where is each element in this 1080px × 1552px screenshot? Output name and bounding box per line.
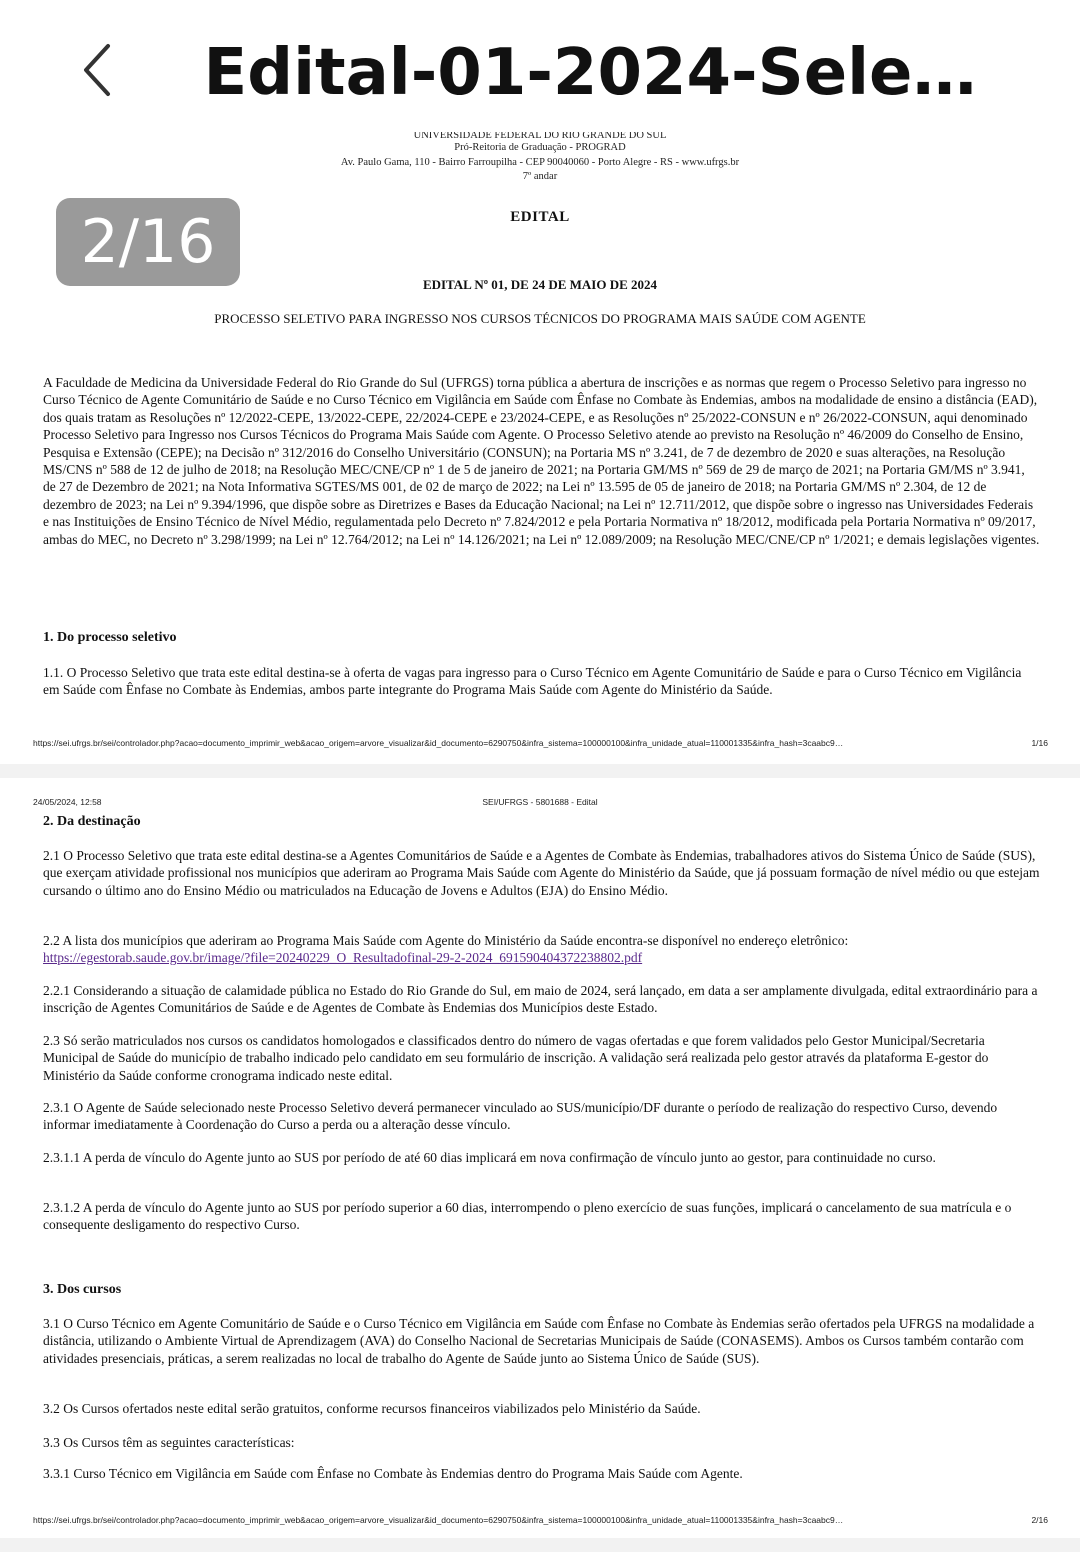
item-2-2 — [43, 932, 1040, 967]
item-3-3: 3.3 Os Cursos têm as seguintes características: — [43, 1435, 295, 1450]
item-2-1: 2.1 O Processo Seletivo que trata este edital destina-se a Agentes Comunitários de Saúde e a Agentes de Combate às Endemias, trabalhadores ativos do Sistema Único de Saúde (SUS), que exerçam atividade profissional nos municípios que aderiram ao Programa Mais Saúde com Agente do Ministério da Saúde, que já possuam formação de nível médio ou que estejam cursando o último ano do Ensino Médio ou matriculados na Educação de Jovens e Adultos (EJA) do Ensino Médio. — [43, 848, 1040, 898]
edital-subject: PROCESSO SELETIVO PARA INGRESSO NOS CURSOS TÉCNICOS DO PROGRAMA MAIS SAÚDE COM AGENTE — [214, 311, 866, 326]
item-2-3-1: 2.3.1 O Agente de Saúde selecionado neste Processo Seletivo deverá permanecer vinculado ao SUS/município/DF durante o período de realização do respectivo Curso, devendo informar imediatamente à Coordenação do Curso a perda ou a alteração desse vínculo. — [43, 1100, 998, 1133]
footer-url: https://sei.ufrgs.br/sei/controlador.php?acao=documento_imprimir_web&acao_origem=arvore_visualizar&id_documento=6290750&infra_sistema=100000100&infra_unidade_atual=110001335&infra_hash=3caabc9… — [33, 738, 844, 748]
institution-floor: 7º andar — [522, 171, 558, 182]
pro-rectorate: Pró-Reitoria de Graduação - PROGRAD — [454, 142, 626, 153]
item-1-1: 1.1. O Processo Seletivo que trata este edital destina-se à oferta de vagas para ingresso para o Curso Técnico em Agente Comunitário de Saúde e para o Curso Técnico em Vigilância em Saúde com Ênfase no Combate às Endemias, ambos parte integrante do Programa Mais Saúde com Agente do Ministério da Saúde. — [43, 665, 1022, 698]
footer-page-number: 1/16 — [1031, 738, 1048, 748]
item-3-1: 3.1 O Curso Técnico em Agente Comunitário de Saúde e o Curso Técnico em Vigilância em Saúde com Ênfase no Combate às Endemias serão ofertados pela UFRGS na modalidade a distância, utilizando o Ambiente Virtual de Aprendizagem (AVA) do Conselho Nacional de Secretarias Municipais de Saúde (CONASEMS). Ambos os Cursos também contarão com atividades presenciais, práticas, a serem realizadas no local de trabalho do Agente de Saúde junto ao Sistema Único de Saúde (SUS). — [43, 1316, 1035, 1366]
chevron-left-icon — [78, 40, 122, 100]
document-page-2 — [0, 778, 1080, 1538]
intro-paragraph: A Faculdade de Medicina da Universidade Federal do Rio Grande do Sul (UFRGS) torna pública a abertura de inscrições e as normas que regem o Processo Seletivo para ingresso no Curso Técnico de Agente Comunitário de Saúde e no Curso Técnico em Vigilância em Saúde com Ênfase no Combate às Endemias, ambos na modalidade de ensino a distância (EAD), dos quais tratam as Resoluções nº 12/2022-CEPE, 13/2022-CEPE, 22/2024-CEPE e 23/2024-CEPE, e as Resoluções nº 25/2022-CONSUN e nº 26/2022-CONSUN, aqui denominado Processo Seletivo para Ingresso nos Cursos Técnicos do Programa Mais Saúde com Agente. O Processo Seletivo atende ao previsto na Resolução nº 46/2009 do Conselho de Ensino, Pesquisa e Extensão (CEPE); na Decisão nº 312/2016 do Conselho Universitário (CONSUN); na Portaria MS nº 3.241, de 7 de dezembro de 2020 e suas alterações, na Resolução MS/CNS nº 588 de 12 de julho de 2018; na Resolução MEC/CNE/CP nº 1 de 5 de janeiro de 2021; na Portaria GM/MS nº 569 de 29 de março de 2021; na Portaria GM/MS nº 3.941, de 27 de Dezembro de 2021; na Nota Informativa SGTES/MS 001, de 02 de março de 2022; na Lei nº 13.595 de 05 de janeiro de 2018; na Portaria GM/MS nº 2.304, de 12 de dezembro de 2023; na Lei nº 9.394/1996, que dispõe sobre as Diretrizes e Bases da Educação Nacional; na Lei nº 12.711/2012, que dispõe sobre o ingresso nas Universidades Federais e nas Instituições de Ensino Técnico de Nível Médio, regulamentada pelo Decreto nº 7.824/2012 e pela Portaria Normativa nº 18/2012, modificada pela Portaria Normativa nº 09/2017, ambas do MEC, no Decreto nº 3.298/1999; na Lei nº 12.764/2012; na Lei nº 14.126/2021; na Lei nº 12.089/2009; na Resolução MEC/CNE/CP nº 1/2021; e demais legislações vigentes. — [43, 375, 1040, 547]
edital-heading: EDITAL — [510, 209, 570, 225]
institution-address: Av. Paulo Gama, 110 - Bairro Farroupilha - CEP 90040060 - Porto Alegre - RS - www.ufrgs.br — [340, 156, 740, 168]
back-button[interactable] — [78, 40, 122, 100]
item-2-2-1: 2.2.1 Considerando a situação de calamidade pública no Estado do Rio Grande do Sul, em maio de 2024, será lançado, em data a ser amplamente divulgada, edital extraordinário para a inscrição de Agentes Comunitários de Saúde e de Agentes de Combate às Endemias dos Municípios deste Estado. — [43, 983, 1038, 1016]
footer-page-number: 2/16 — [1031, 1515, 1048, 1525]
edital-number: EDITAL Nº 01, DE 24 DE MAIO DE 2024 — [422, 277, 658, 292]
print-date: 24/05/2024, 12:58 — [33, 797, 102, 807]
page-indicator: 2/16 — [56, 198, 240, 286]
document-title: Edital-01-2024-Sele… — [203, 36, 977, 110]
viewer-toolbar — [0, 0, 1080, 130]
section-3-heading: 3. Dos cursos — [43, 1282, 122, 1297]
item-2-3-1-1: 2.3.1.1 A perda de vínculo do Agente junto ao SUS por período de até 60 dias implicará em nova confirmação de vínculo junto ao gestor, para continuidade no curso. — [43, 1150, 936, 1165]
institution-header — [0, 132, 1080, 185]
item-2-2-text: 2.2 A lista dos municípios que aderiram ao Programa Mais Saúde com Agente do Ministério da Saúde encontra-se disponível no endereço eletrônico: — [43, 933, 849, 948]
footer-url: https://sei.ufrgs.br/sei/controlador.php?acao=documento_imprimir_web&acao_origem=arvore_visualizar&id_documento=6290750&infra_sistema=100000100&infra_unidade_atual=110001335&infra_hash=3caabc9… — [33, 1515, 844, 1525]
university-name: UNIVERSIDADE FEDERAL DO RIO GRANDE DO SUL — [413, 132, 667, 141]
print-reference: SEI/UFRGS - 5801688 - Edital — [482, 797, 598, 807]
section-1-heading: 1. Do processo seletivo — [43, 630, 177, 645]
item-3-2: 3.2 Os Cursos ofertados neste edital serão gratuitos, conforme recursos financeiros viabilizados pelo Ministério da Saúde. — [43, 1401, 701, 1416]
section-2-heading: 2. Da destinação — [43, 814, 141, 829]
item-3-3-1: 3.3.1 Curso Técnico em Vigilância em Saúde com Ênfase no Combate às Endemias dentro do Programa Mais Saúde com Agente. — [43, 1466, 743, 1481]
item-2-3: 2.3 Só serão matriculados nos cursos os candidatos homologados e classificados dentro do número de vagas ofertadas e que forem validados pelo Gestor Municipal/Secretaria Municipal de Saúde do município de trabalho indicado pelo candidato em seu formulário de inscrição. A validação será realizada pelo gestor através da plataforma E-gestor do Ministério da Saúde conforme cronograma indicado neste edital. — [43, 1033, 989, 1083]
municipalities-list-link[interactable]: https://egestorab.saude.gov.br/image/?file=20240229_O_Resultadofinal-29-2-2024_6915904043722388​02.pdf — [43, 950, 643, 966]
item-2-3-1-2: 2.3.1.2 A perda de vínculo do Agente junto ao SUS por período superior a 60 dias, interrompendo o pleno exercício de suas funções, implicará o cancelamento de sua matrícula e o consequente desligamento do respectivo Curso. — [43, 1200, 1012, 1233]
